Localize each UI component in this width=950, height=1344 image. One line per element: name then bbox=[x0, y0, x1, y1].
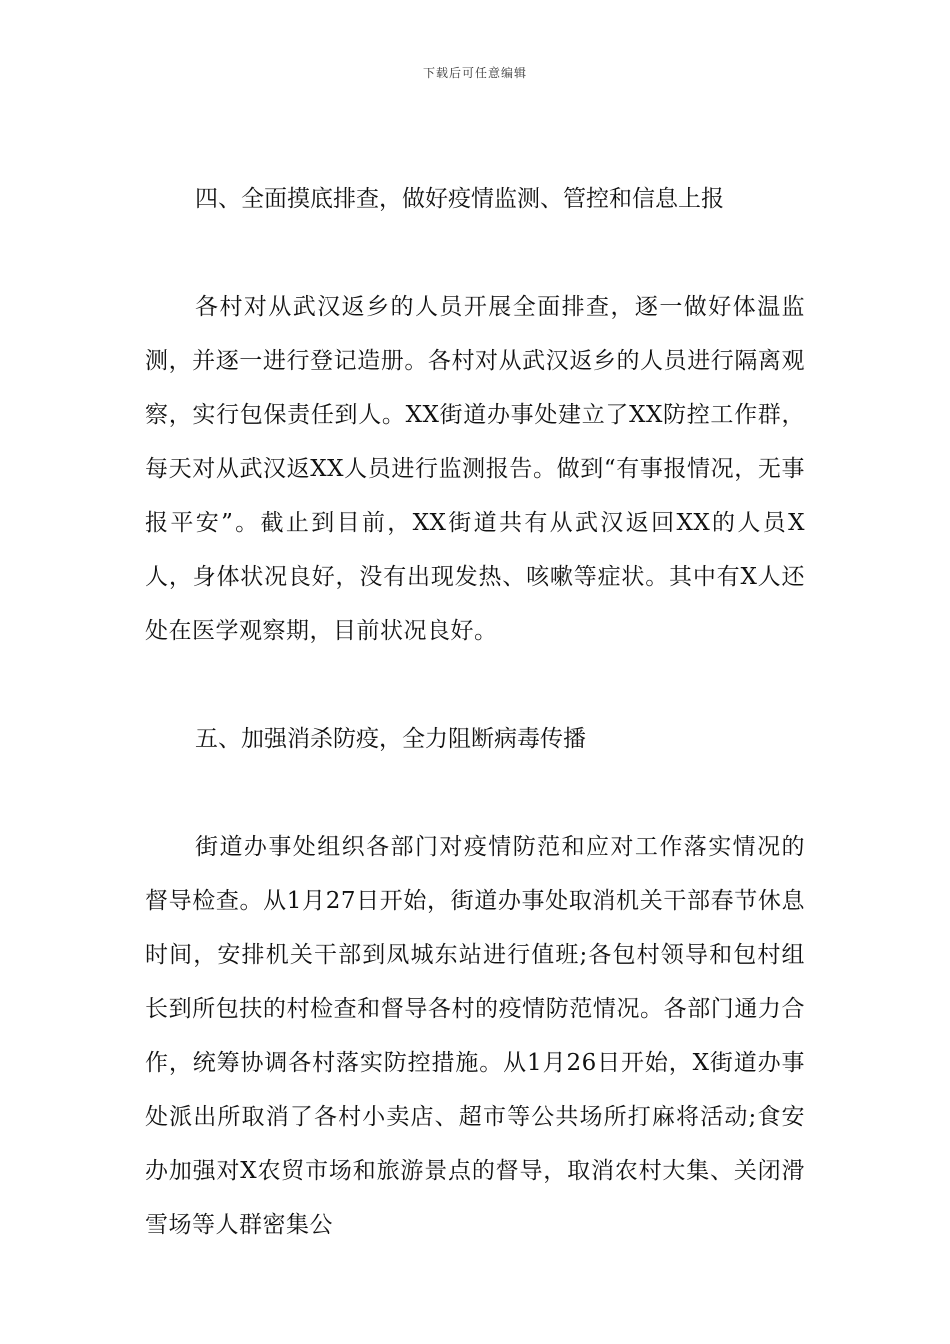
section-four bbox=[145, 172, 805, 658]
section-paragraph: 各村对从武汉返乡的人员开展全面排查，逐一做好体温监测，并逐一进行登记造册。各村对从武汉返乡的人员进行隔离观察，实行包保责任到人。XX街道办事处建立了XX防控工作群，每天对从武汉返XX人员进行监测报告。做到“有事报情况，无事报平安”。截止到目前，XX街道共有从武汉返回XX的人员X人，身体状况良好，没有出现发热、咳嗽等症状。其中有X人还处在医学观察期，目前状况良好。 bbox=[145, 294, 805, 644]
spacer bbox=[145, 658, 805, 712]
spacer bbox=[145, 766, 805, 820]
page-header: 下载后可任意编辑 bbox=[422, 66, 527, 80]
section-paragraph: 街道办事处组织各部门对疫情防范和应对工作落实情况的督导检查。从1月27日开始，街道办事处取消机关干部春节休息时间，安排机关干部到凤城东站进行值班;各包村领导和包村组长到所包扶的村检查和督导各村的疫情防范情况。各部门通力合作，统筹协调各村落实防控措施。从1月26日开始，X街道办事处派出所取消了各村小卖店、超市等公共场所打麻将活动;食安办加强对X农贸市场和旅游景点的督导，取消农村大集、关闭滑雪场等人群密集公 bbox=[145, 834, 805, 1238]
section-heading: 四、全面摸底排查，做好疫情监测、管控和信息上报 bbox=[195, 186, 724, 212]
section-heading: 五、加强消杀防疫，全力阻断病毒传播 bbox=[195, 726, 586, 752]
document-body bbox=[145, 172, 805, 1252]
spacer bbox=[145, 226, 805, 280]
section-five bbox=[145, 712, 805, 1252]
